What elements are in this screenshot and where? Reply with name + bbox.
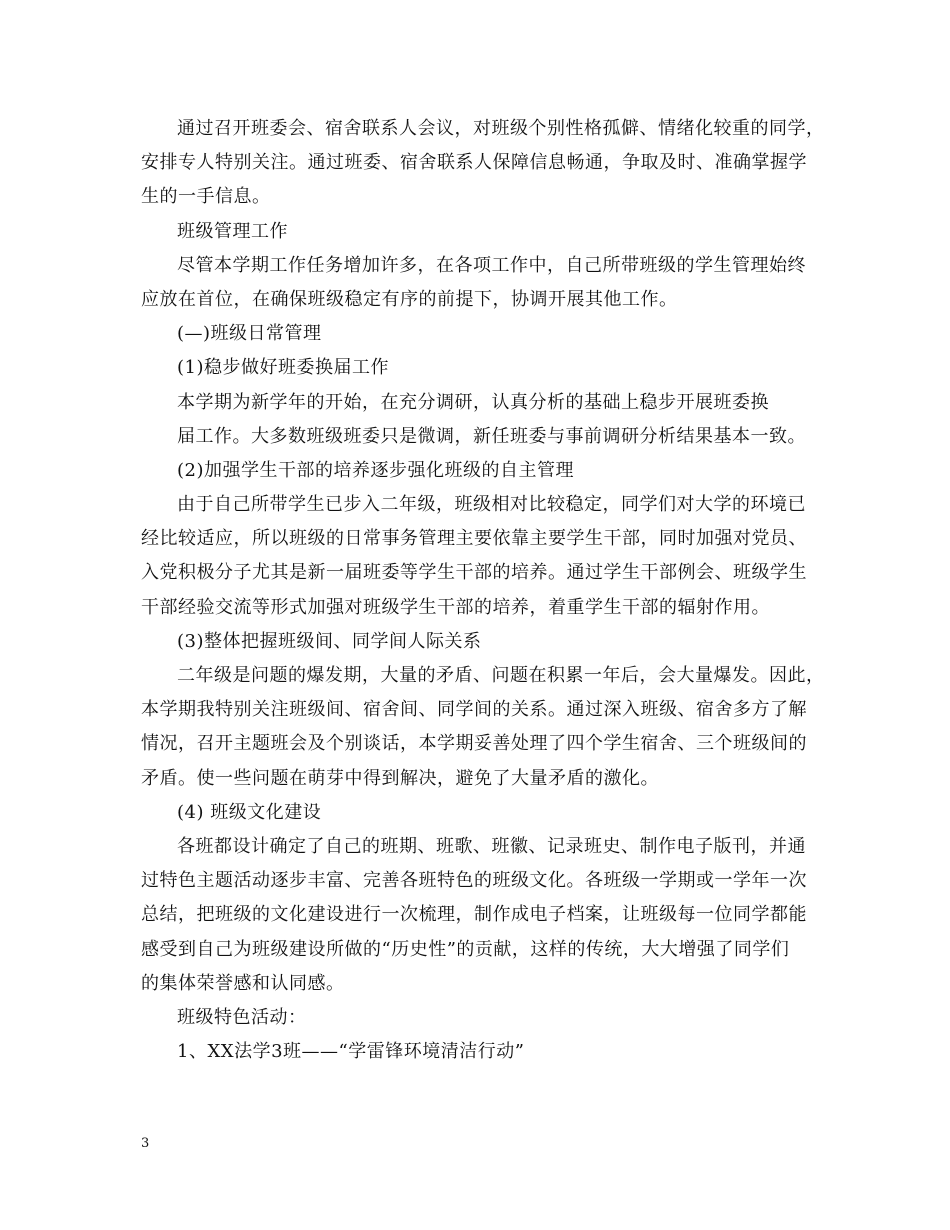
page-number: 3 (141, 1136, 150, 1151)
item-heading: (4) 班级文化建设 (177, 801, 322, 823)
paragraph-line: 尽管本学期工作任务增加许多，在各项工作中，自己所带班级的学生管理始终 (177, 254, 806, 276)
item-heading: (3)整体把握班级间、同学间人际关系 (177, 630, 482, 652)
document-body (141, 112, 825, 1069)
paragraph-line: 情况，召开主题班会及个别谈话，本学期妥善处理了四个学生宿舍、三个班级间的 (141, 733, 807, 755)
item-heading: (2)加强学生干部的培养逐步强化班级的自主管理 (177, 459, 574, 481)
paragraph-line: 各班都设计确定了自己的班期、班歌、班徽、记录班史、制作电子版刊，并通 (177, 835, 806, 857)
paragraph-line: 安排专人特别关注。通过班委、宿舍联系人保障信息畅通，争取及时、准确掌握学 (141, 152, 807, 174)
paragraph-line: 感受到自己为班级建设所做的“历史性”的贡献，这样的传统，大大增强了同学们 (141, 938, 790, 960)
paragraph-line: 由于自己所带学生已步入二年级，班级相对比较稳定，同学们对大学的环境已 (177, 494, 806, 516)
paragraph-line: 经比较适应，所以班级的日常事务管理主要依靠主要学生干部，同时加强对党员、 (141, 528, 807, 550)
paragraph-line: 二年级是问题的爆发期，大量的矛盾、问题在积累一年后，会大量爆发。因此， (177, 665, 825, 686)
paragraph-line: 本学期我特别关注班级间、宿舍间、同学间的关系。通过深入班级、宿舍多方了解 (141, 699, 807, 721)
paragraph-line: 总结，把班级的文化建设进行一次梳理，制作成电子档案，让班级每一位同学都能 (141, 904, 807, 926)
paragraph-line: 届工作。大多数班级班委只是微调，新任班委与事前调研分析结果基本一致。 (177, 425, 806, 447)
section-heading: 班级特色活动： (177, 1006, 307, 1028)
paragraph-line: 入党积极分子尤其是新一届班委等学生干部的培养。通过学生干部例会、班级学生 (141, 562, 807, 584)
section-heading: 班级管理工作 (177, 220, 288, 242)
paragraph-line: 过特色主题活动逐步丰富、完善各班特色的班级文化。各班级一学期或一学年一次 (141, 870, 807, 892)
subsection-heading: (—)班级日常管理 (177, 323, 322, 345)
paragraph-line: 的集体荣誉感和认同感。 (141, 972, 345, 994)
paragraph-line: 本学期为新学年的开始，在充分调研，认真分析的基础上稳步开展班委换 (177, 391, 769, 413)
paragraph-line: 通过召开班委会、宿舍联系人会议，对班级个别性格孤僻、情绪化较重的同学， (177, 118, 825, 139)
paragraph-line: 干部经验交流等形式加强对班级学生干部的培养，着重学生干部的辐射作用。 (141, 596, 770, 618)
paragraph-line: 应放在首位，在确保班级稳定有序的前提下，协调开展其他工作。 (141, 288, 678, 310)
list-item: 1、XX法学3班——“学雷锋环境清洁行动” (177, 1041, 525, 1063)
item-heading: (1)稳步做好班委换届工作 (177, 357, 389, 379)
paragraph-line: 生的一手信息。 (141, 186, 271, 208)
paragraph-line: 矛盾。使一些问题在萌芽中得到解决，避免了大量矛盾的激化。 (141, 767, 659, 789)
